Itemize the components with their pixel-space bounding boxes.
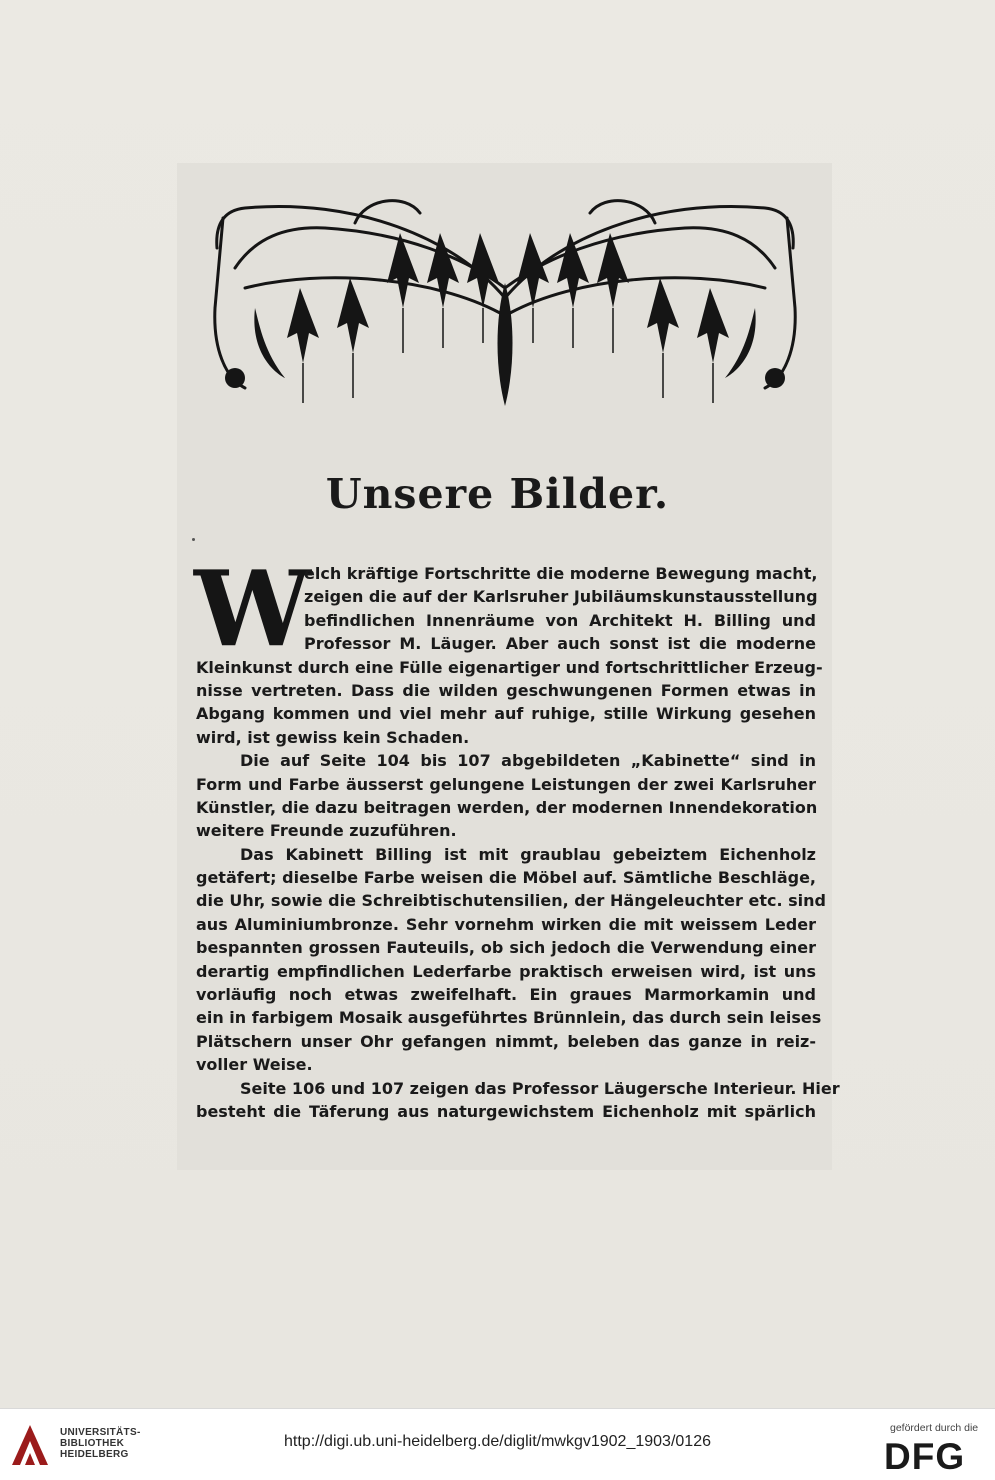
text-line: elch kräftige Fortschritte die moderne Bewegung macht, [304, 564, 818, 583]
text-line: aus Aluminiumbronze. Sehr vornehm wirken die mit weissem Leder [196, 914, 816, 934]
text-line: wird, ist gewiss kein Schaden. [196, 727, 470, 747]
text-line: ein in farbigem Mosaik ausgeführtes Brünnlein, das durch sein leises [196, 1008, 822, 1028]
text-line: Die auf Seite 104 bis 107 abgebildeten „Kabinette“ sind in [240, 751, 816, 771]
text-line: getäfert; dieselbe Farbe weisen die Möbel auf. Sämtliche Beschläge, [196, 868, 816, 888]
text-line: vorläufig noch etwas zweifelhaft. Ein graues Marmorkamin und [196, 985, 816, 1005]
text-line: Seite 106 und 107 zeigen das Professor Läugersche Interieur. Hier [240, 1078, 840, 1098]
funding-label: gefördert durch die [890, 1422, 979, 1434]
text-line: befindlichen Innenräume von Architekt H. Billing und [304, 610, 816, 630]
text-line: Kleinkunst durch eine Fülle eigenartiger und fortschrittlicher Erzeug- [196, 657, 823, 677]
text-line: zeigen die auf der Karlsruher Jubiläumskunstausstellung [304, 587, 818, 607]
art-nouveau-fuchsia-ornament-icon [205, 178, 805, 413]
text-line: voller Weise. [196, 1055, 313, 1075]
library-name-line: UNIVERSITÄTS- [60, 1427, 141, 1438]
drop-capital: W [194, 547, 311, 670]
text-line: Das Kabinett Billing ist mit graublau gebeiztem Eichenholz [240, 844, 816, 864]
library-name-line: HEIDELBERG [60, 1449, 129, 1460]
text-line: bespannten grossen Fauteuils, ob sich jedoch die Verwendung einer [196, 938, 816, 958]
text-line: derartig empfindlichen Lederfarbe praktisch erweisen wird, ist uns [196, 961, 816, 981]
text-line: die Uhr, sowie die Schreibtischutensilien, der Hängeleuchter etc. sind [196, 891, 826, 911]
text-line: Abgang kommen und viel mehr auf ruhige, stille Wirkung gesehen [196, 704, 816, 724]
text-line: Form und Farbe äusserst gelungene Leistungen der zwei Karlsruher [196, 774, 816, 794]
text-line: Professor M. Läuger. Aber auch sonst ist die moderne [304, 634, 816, 654]
permalink-url[interactable]: http://digi.ub.uni-heidelberg.de/diglit/mwkgv1902_1903/0126 [284, 1433, 711, 1450]
text-line: nisse vertreten. Dass die wilden geschwungenen Formen etwas in [196, 680, 816, 700]
text-line: besteht die Täferung aus naturgewichstem Eichenholz mit spärlich [196, 1101, 816, 1121]
ink-speck [192, 538, 195, 541]
library-name-line: BIBLIOTHEK [60, 1438, 125, 1449]
viewer-footer [0, 1408, 995, 1480]
body-text [194, 547, 840, 1123]
page-title: Unsere Bilder. [325, 470, 670, 518]
text-line: Plätschern unser Ohr gefangen nimmt, beleben das ganze in reiz- [196, 1031, 816, 1051]
dfg-logo[interactable]: DFG [884, 1436, 966, 1477]
text-line: weitere Freunde zuzuführen. [196, 821, 457, 841]
text-line: Künstler, die dazu beitragen werden, der modernen Innendekoration [196, 797, 818, 817]
